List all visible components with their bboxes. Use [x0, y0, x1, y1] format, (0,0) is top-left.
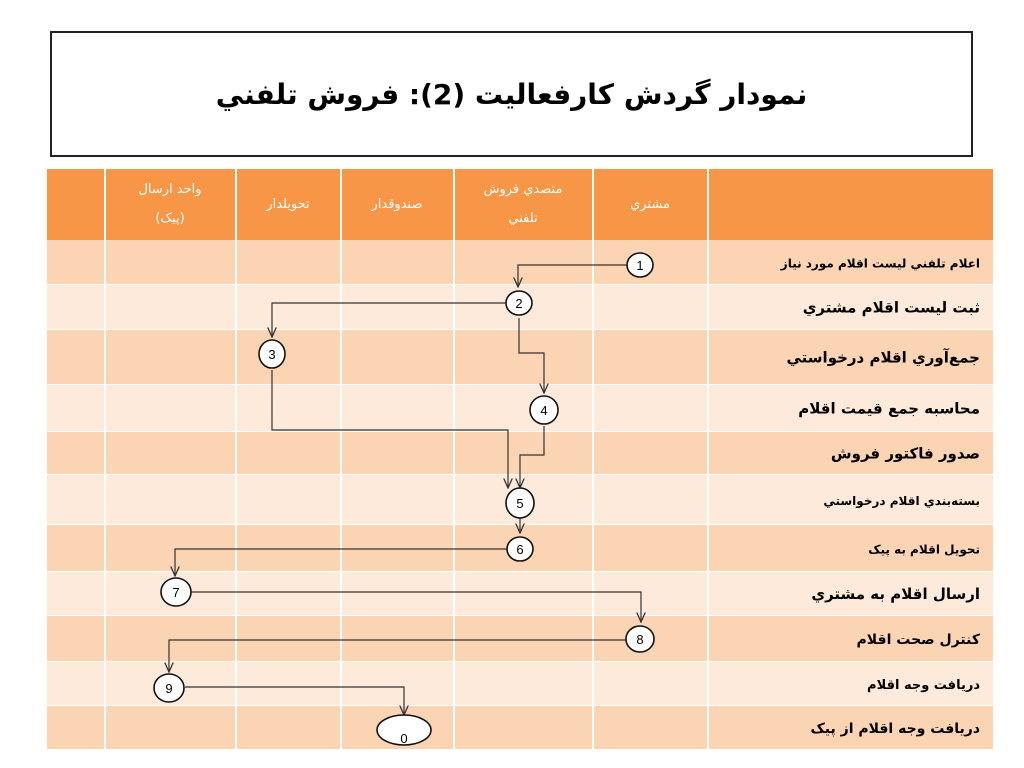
activity-label: اعلام تلفني ليست اقلام مورد نياز	[780, 256, 980, 271]
column-header-text: واحد ارسال	[138, 182, 202, 197]
step-number: 5	[516, 496, 524, 511]
step-number: 8	[636, 632, 644, 647]
activity-label: بسته‌بندي اقلام درخواستي	[823, 494, 980, 508]
table-header	[47, 169, 993, 240]
step-number: 0	[400, 731, 408, 746]
table-row	[47, 616, 993, 662]
activity-label: صدور فاکتور فروش	[830, 444, 980, 463]
activity-label: دريافت وجه اقلام	[867, 678, 980, 693]
step-number: 3	[268, 347, 276, 362]
page-title: نمودار گردش کارفعاليت (2): فروش تلفني	[215, 77, 808, 111]
column-header-text: (پيک)	[155, 211, 185, 226]
activity-label: محاسبه جمع قيمت اقلام	[798, 399, 980, 418]
column-header-text: تلفني	[508, 211, 538, 226]
column-header-text: مشتري	[630, 197, 670, 212]
activity-label: جمع‌آوري اقلام درخواستي	[786, 348, 980, 367]
activity-label: ثبت ليست اقلام مشتري	[802, 298, 980, 317]
column-header-text: صندوقدار	[371, 197, 423, 212]
step-number: 4	[540, 403, 548, 418]
step-number: 9	[165, 681, 173, 696]
step-number: 7	[172, 585, 180, 600]
activity-label: کنترل صحت اقلام	[856, 632, 980, 648]
column-header-text: تحويلدار	[266, 197, 310, 212]
table-row	[47, 662, 993, 706]
activity-label: دريافت وجه اقلام از پيک	[810, 721, 980, 737]
step-number: 1	[636, 258, 644, 273]
activity-label: تحويل اقلام به پيک	[868, 542, 980, 557]
column-header-text: متصدي فروش	[483, 182, 563, 197]
header-band	[47, 169, 993, 240]
step-number: 2	[515, 296, 523, 311]
step-number: 6	[516, 542, 524, 557]
activity-label: ارسال اقلام به مشتري	[811, 585, 980, 603]
